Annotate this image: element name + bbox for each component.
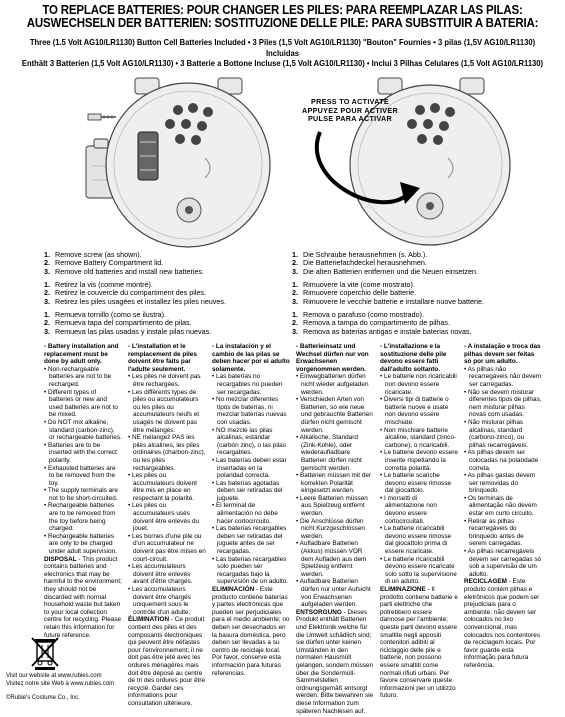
warning-bullet: • Aufladbare Batterien dürfen nur unter Aufsicht von Erwachsenen aufgeladen werden. xyxy=(296,578,371,609)
warning-bullet: • Les bornes d'une pile ou d'un accumulateur ne doivent pas être mises en court-circuit. xyxy=(128,532,206,563)
steps-portuguese xyxy=(292,311,472,336)
steps-french xyxy=(44,281,226,306)
disposal-heading: ENTSORGUNG xyxy=(296,608,342,616)
disposal-paragraph xyxy=(128,616,206,707)
warning-bullet: • Le batterie scariche devono essere rimosse dal giocattolo. xyxy=(380,472,452,495)
warning-bullet: • Le batterie ricaricabili devono essere ricaricate solo sotto la supervisione di un adulto. xyxy=(380,555,457,586)
website-link[interactable]: Visit our website at www.rubies.com xyxy=(6,673,102,679)
step-item: 3. Retirez les piles usagées et installez les piles neuves. xyxy=(44,296,226,306)
warning-column-it xyxy=(380,343,458,698)
warning-heading: - La instalación y el cambio de las pilas se deben hacer por el adulto solamente. xyxy=(212,343,290,373)
website-link-fr[interactable]: Visitez notre site Web à www.rubies.com xyxy=(6,681,115,687)
callout-es: PULSE PARA ACTIVAR xyxy=(307,114,393,124)
screw-icon xyxy=(88,114,116,120)
warning-bullet: • Non mischiare batterie alcaline, standard (zinco-carbone), o ricaricabili. xyxy=(380,426,457,449)
step-item: 3. Rimuovere le vecchie batterie e installare nuove batterie. xyxy=(292,296,484,306)
warning-bullet: • Retirar as pilhas recarregáveis do brinquedo antes de serem carregadas. xyxy=(464,517,524,548)
steps-german xyxy=(292,251,478,276)
disposal-text: - This product contains batteries and electronics that may be harmful to the environment; they should not be discarded with normal household waste but taken to your local collection centre for recycling. Please retain this information for future reference. xyxy=(44,555,122,639)
warning-bullet: • Les piles ou accumulateurs doivent être mis en place en respectant la polarité. xyxy=(128,472,197,502)
step-item: 2. Rimuovere coperchio delle batterie. xyxy=(292,288,417,298)
warning-column-es xyxy=(212,343,290,698)
warning-bullet: • Exhausted batteries are to be removed from the toy. xyxy=(44,464,116,487)
warning-heading: - Battery installation and replacement must be done by adult only. xyxy=(44,343,119,366)
copyright: ©Rubie's Costume Co., Inc. xyxy=(6,695,80,701)
disposal-heading: RECICLAGEM xyxy=(464,578,507,586)
disposal-text: - Este producto contiene baterías y partes electrónicas que pueden ser perjudiciales para el medio ambiente; no deben ser desechados en la basura doméstica, pero deben ser llevadas a su centro de reciclaje local. Por favor, conserve esta información para futuras referencias. xyxy=(212,586,290,677)
steps-english xyxy=(44,251,204,276)
disposal-text: - Dieses Produkt enthält Batterien und Elektronik welche für die Umwelt schädlich sind; sie dürfen unter keinen Umständen in den normalen Hausmüll gelangen, sondern müssen über die Sondermüll-Sammelstellen ordnungsgemäß entsorgt werden. Bitte bewahren sie diese Information zum späteren Nachlesen auf. xyxy=(296,608,374,715)
warning-bullet: • Les piles ou accumulateurs usés doivent être enlevés du jouet. xyxy=(128,502,200,533)
title-line-1: TO REPLACE BATTERIES: POUR CHANGER LES PILES: PARA REEMPLAZAR LAS PILAS: xyxy=(42,3,523,17)
warning-bullet: • As pilhas recarregáveis devem ser carregadas só sob a supervisão de um adulto. xyxy=(464,548,542,578)
warning-bullet: • Las baterías recargables deben ser retiradas del juguete antes de ser recargadas. xyxy=(212,525,287,556)
disposal-text: - Este produto contém pilhas e eletrônicos que podem ser prejudiciais para o ambiente; não devem ser colocados no lixo convencional, mas colocados nos contentores de reciclagem locais. Por favor guarde esta informação para futura referência. xyxy=(464,578,541,669)
step-item: 3. Remova as baterias antigas e instale baterias novas. xyxy=(292,326,472,336)
warning-bullet: • Las baterías deben estar insertadas en la polaridad correcta. xyxy=(212,456,287,480)
step-item: 1. Rimuovere la vite (come mostrato). xyxy=(292,280,415,289)
disposal-heading: DISPOSAL xyxy=(44,555,77,563)
warning-bullet: • Batterien müssen mit der korrekten Polarität eingesetzt werden. xyxy=(296,472,372,495)
warning-columns xyxy=(44,343,544,715)
disposal-text: - Il prodotto contiene batterie e parti elettriche che potrebbero essere dannose per l'ambiente; queste parti devono essere smaltite negli appositi contenitori adibiti al riciclaggio delle pile e batterie, non possono essere smaltiti come normali rifiuti urbani. Per favore conservare queste informazioni per un utilizzo futuro. xyxy=(380,586,458,700)
step-item: 1. Die Schraube herausnehmen (s. Abb.). xyxy=(292,250,428,259)
warning-heading: - L'installazione e la sostituzione delle pile devono essere fatti dall'adulto soltanto. xyxy=(380,343,447,373)
warning-bullet: • Não misturar pilhas alcalinas, standard (carbono-zinco), ou pilhas recarregáveis. xyxy=(464,418,528,449)
warning-bullet: • Einwegbatterien dürfen nicht wieder aufgeladen werden. xyxy=(296,373,369,396)
warning-bullet: • Non-rechargeable batteries are not to be recharged. xyxy=(44,365,112,388)
step-item: 3. Remueva las pilas usadas y instale pilas nuevas. xyxy=(44,326,212,336)
disposal-heading: ELIMINAZIONE xyxy=(380,586,426,593)
warning-heading: - Batterieinsatz und Wechsel dürfen nur von Erwachsenen vorgenommen werden. xyxy=(296,343,369,373)
battery-info xyxy=(20,38,545,70)
step-item: 2. Remove Battery Compartment lid. xyxy=(44,258,164,268)
step-item: 1. Remove screw (as shown). xyxy=(44,250,142,259)
warning-bullet: • NO mezcle las pilas alcalinas, estándar (carbón zinc), o las pilas recargables. xyxy=(212,426,286,457)
device-open-icon xyxy=(106,78,270,247)
warning-column-fr xyxy=(128,343,206,707)
press-to-activate-callout xyxy=(285,98,415,124)
callout-fr: APPUYEZ POUR ACTIVER xyxy=(302,105,398,115)
warning-bullet: • Les accumulateurs doivent être chargés uniquement sous le contrôle d'un adulte. xyxy=(128,586,191,616)
warning-bullet: • Les piles ne doivent pas être rechargées. xyxy=(128,373,201,388)
warning-bullet: • NE mélangez PAS les piles alcalines, les piles ordinaires (charbon-zinc), ou les piles rechargeables. xyxy=(128,434,206,472)
warning-bullet: • The supply terminals are not to be short-circuited. xyxy=(44,487,118,502)
warning-bullet: • Le batterie ricaricabili devono essere rimosse dal giocattolo prima di essere ricaricate. xyxy=(380,525,452,556)
warning-bullet: • Different types of batteries or new and used batteries are not to be mixed. xyxy=(44,388,118,419)
warning-bullet: • Os terminais de alimentação não devem estar em curto circuito. xyxy=(464,494,537,518)
step-item: 1. Remueva tornillo (como se ilustra). xyxy=(44,310,167,319)
warning-column-de xyxy=(296,343,374,715)
disposal-heading: ÉLIMINATION xyxy=(128,616,170,624)
footer xyxy=(6,672,114,702)
battery-diagram xyxy=(0,70,565,250)
warning-bullet: • Não se devem misturar diferentes tipos de pilhas, nem misturar pilhas novas com usadas. xyxy=(464,388,542,419)
battery-info-line-2: Enthält 3 Batterien (1,5 Volt AG10/LR1130) • 3 Batterie a Bottone Incluse (1,5 Volt AG10/LR1130) • Inclui 3 Pilhas Celulares (1,5 Volt AG10/LR1130) xyxy=(21,59,544,68)
warning-bullet: • Verschieden Arten von Batterien, so wie neue und gebrauchte Batterien dürfen nicht gemischt werden. xyxy=(296,396,373,434)
page-title xyxy=(23,4,543,30)
warning-bullet: • Rechargeable batteries are to be removed from the toy before being charged. xyxy=(44,502,116,533)
step-item: 1. Retirez la vis (comme montré). xyxy=(44,280,153,289)
step-item: 2. Die Batteriefachdeckel herausnehmen. xyxy=(292,258,427,268)
disposal-paragraph xyxy=(212,586,290,677)
steps-italian xyxy=(292,281,484,306)
warning-bullet: • Les différents types de piles ou accumulateurs ou les piles ou accumulateurs neufs et usagés ne doivent pas être mélangés. xyxy=(128,388,200,434)
warning-bullet: • Die Anschlüsse dürfen nicht Kurzgeschlossen werden. xyxy=(296,517,365,540)
warning-bullet: • Rechargeable batteries are only to be charged under adult supervision. xyxy=(44,532,117,556)
warning-bullet: • Les accumulateurs doivent être enlevés avant d'être chargés. xyxy=(128,563,193,586)
warning-heading: - L'installation et le remplacement de piles doivent être faits par l'adulte seulement. xyxy=(128,343,197,373)
disposal-paragraph xyxy=(380,586,458,700)
warning-bullet: • I morsetti di alimentazione non devono essere cortocircuitati. xyxy=(380,494,437,525)
warning-bullet: • As pilhas gastas devem ser removidas do brinquedo. xyxy=(464,472,536,495)
warning-bullet: • Le batterie devono essere inserite rispettando la corretta polarità. xyxy=(380,449,458,472)
warning-bullet: • Las baterías no recargables no pueden ser recargadas. xyxy=(212,373,283,396)
disposal-paragraph xyxy=(464,578,542,669)
step-item: 1. Remova o parafuso (como mostrado). xyxy=(292,310,425,319)
weee-bin-icon xyxy=(30,636,60,670)
disposal-heading: ELIMINACIÓN xyxy=(212,586,255,593)
warning-bullet: • No mezclar diferentes tipos de baterías, ni mezclar baterías nuevas con usadas. xyxy=(212,396,287,426)
disposal-text: - Ce produit contient des piles et des composants électroniques qui peuvent être néfastes pour l'environnement; il ne doit pas être jeté avec les ordures ménagères mais doit être déposé au centre de tri des ordures pour être recyclé. Garder ces informations pour consultation ultérieure. xyxy=(128,616,206,707)
warning-bullet: • As pilhas devem ser colocadas na polaridade correta. xyxy=(464,449,539,472)
warning-column-pt xyxy=(464,343,542,698)
warning-bullet: • Batteries are to be inserted with the correct polarity. xyxy=(44,441,117,464)
warning-bullet: • Las baterías agotadas deben ser retiradas del juguete. xyxy=(212,479,283,502)
step-item: 3. Die alten Batterien entfernen und die Neuen einsetzen. xyxy=(292,266,479,276)
steps-spanish xyxy=(44,311,211,336)
warning-heading: - A instalação e troca das pilhas devem ser feitas só por um adulto. xyxy=(464,343,541,366)
step-item: 2. Remova a tampa do compartimento de pilhas. xyxy=(292,318,451,328)
warning-bullet: • El terminal de alimentación no debe hacer cortocircuito. xyxy=(212,502,278,525)
title-line-2: AUSWECHSELN DER BATTERIEN: SOSTITUZIONE DELLE PILE: PARA SUBSTITUIR A BATERIA: xyxy=(26,16,539,30)
step-item: 3. Remove old batteries and install new batteries. xyxy=(44,266,205,276)
warning-bullet: • Le batterie non ricaricabili non devono essere ricaricate. xyxy=(380,373,457,396)
callout-en: PRESS TO ACTIVATE xyxy=(311,97,389,106)
warning-bullet: • Diversi tipi di batterie o batterie nuove e usate non devono essere mischiate. xyxy=(380,396,449,426)
disposal-paragraph xyxy=(44,556,122,640)
warning-bullet: • Aufladbare Batterien (Akkus) müssen VOR dem Aufladen aus dem Spielzeug entfernt werden. xyxy=(296,540,367,578)
warning-bullet: • Alkalische, Standard (Zink-Kohle), oder wiederaufladbare Batterien dürfen nicht gemischt werden. xyxy=(296,434,362,472)
battery-info-line-1: Three (1.5 Volt AG10/LR1130) Button Cell Batteries Included • 3 Piles (1,5 Volt AG10/LR1130) "Bouton" Fournies • 3 pilas (1,5V AG10/LR1130) Incluidas xyxy=(29,38,536,58)
step-item: 2. Retirez le couvercle du compartiment des piles. xyxy=(44,288,207,298)
warning-bullet: • Las baterías recargables solo pueden ser recargadas bajo la supervisión de un adulto. xyxy=(212,555,289,586)
warning-bullet: • Leere Batterien müssen aus Spielzeug entfernt werden. xyxy=(296,494,368,518)
disposal-paragraph xyxy=(296,609,374,715)
warning-bullet: • Do NOT mix alkaline, standard (carbon-zinc), or rechargeable batteries. xyxy=(44,418,122,442)
warning-bullet: • As pilhas não recarregáveis não devem ser carregadas. xyxy=(464,365,542,388)
step-item: 2. Remueva tapa del compartimento de pilas. xyxy=(44,318,192,328)
